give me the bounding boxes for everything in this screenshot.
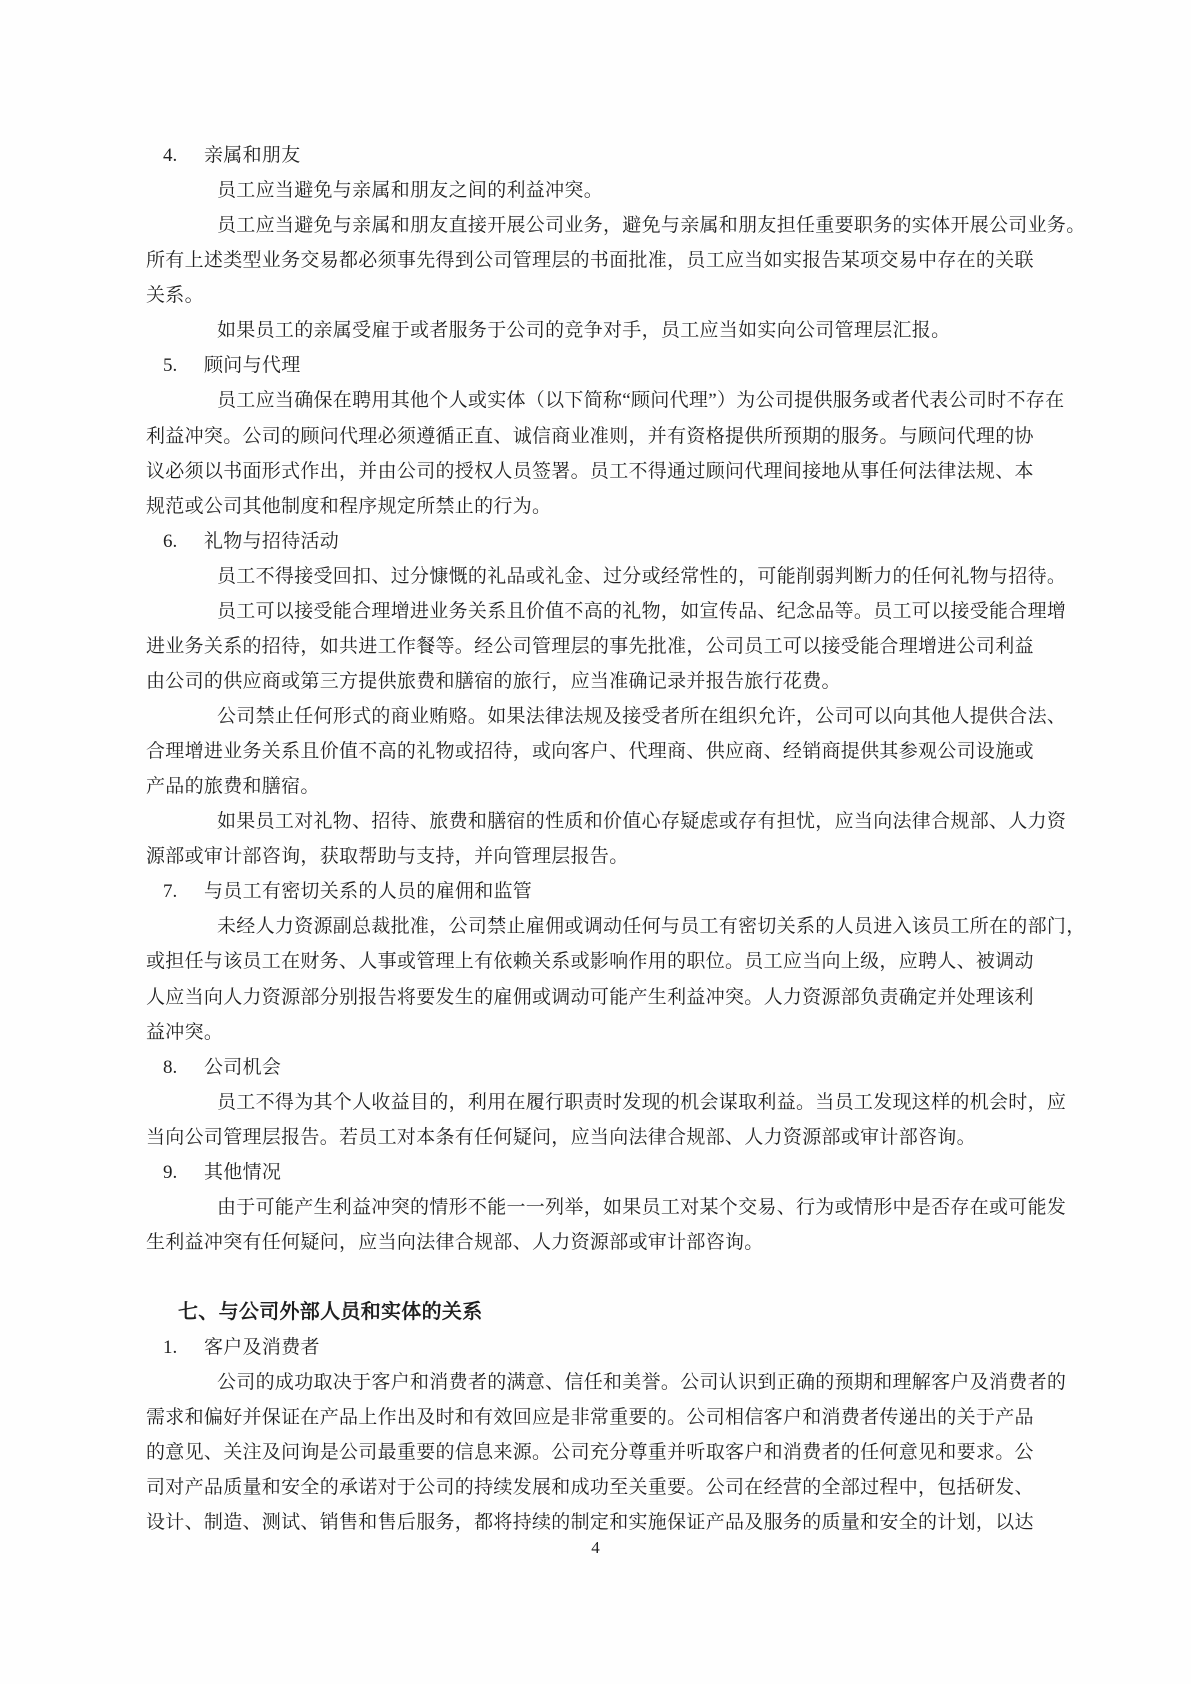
list-item: [146, 138, 1058, 173]
document-line: 公司禁止任何形式的商业贿赂。如果法律法规及接受者所在组织允许，公司可以向其他人提供合法、: [217, 706, 1067, 727]
document-line: 益冲突。: [146, 1021, 224, 1043]
list-item: [146, 874, 1058, 909]
list-item-label: 客户及消费者: [204, 1337, 320, 1359]
document-line: 利益冲突。公司的顾问代理必须遵循正直、诚信商业准则，并有资格提供所预期的服务。与顾问代理的协: [146, 425, 1034, 447]
document-line: 员工应当确保在聘用其他个人或实体（以下简称“顾问代理”）为公司提供服务或者代表公司时不存在: [217, 390, 1065, 412]
document-line: 如果员工的亲属受雇于或者服务于公司的竞争对手，员工应当如实向公司管理层汇报。: [217, 320, 951, 342]
document-line: 议必须以书面形式作出，并由公司的授权人员签署。员工不得通过顾问代理间接地从事任何法律法规、本: [146, 460, 1034, 482]
document-line: 进业务关系的招待，如共进工作餐等。经公司管理层的事先批准，公司员工可以接受能合理增进公司利益: [146, 635, 1034, 657]
document-line: 或担任与该员工在财务、人事或管理上有依赖关系或影响作用的职位。员工应当向上级，应聘人、被调动: [146, 951, 1034, 973]
document-line: 员工不得接受回扣、过分慷慨的礼品或礼金、过分或经常性的，可能削弱判断力的任何礼物与招待。: [217, 565, 1067, 587]
page-number: 4: [591, 1538, 600, 1557]
list-item-label: 与员工有密切关系的人员的雇佣和监管: [204, 881, 533, 903]
document-line: 设计、制造、测试、销售和售后服务，都将持续的制定和实施保证产品及服务的质量和安全的计划，以达: [146, 1512, 1034, 1534]
document-line: 人应当向人力资源部分别报告将要发生的雇佣或调动可能产生利益冲突。人力资源部负责确定并处理该利: [146, 986, 1034, 1008]
document-line: 合理增进业务关系且价值不高的礼物或招待，或向客户、代理商、供应商、经销商提供其参观公司设施或: [146, 741, 1034, 763]
list-item: [146, 1155, 1058, 1190]
document-line: 源部或审计部咨询，获取帮助与支持，并向管理层报告。: [146, 846, 629, 868]
document-line: 生利益冲突有任何疑问，应当向法律合规部、人力资源部或审计部咨询。: [146, 1231, 764, 1253]
document-line: 员工不得为其个人收益目的，利用在履行职责时发现的机会谋取利益。当员工发现这样的机会时，应: [217, 1091, 1067, 1113]
list-item-label: 其他情况: [204, 1161, 282, 1183]
list-item-number: 1.: [163, 1337, 178, 1359]
list-item: [146, 524, 1058, 559]
document-line: 的意见、关注及问询是公司最重要的信息来源。公司充分尊重并听取客户和消费者的任何意见和要求。公: [146, 1442, 1034, 1464]
list-item-number: 5.: [163, 355, 178, 377]
document-line: 员工应当避免与亲属和朋友之间的利益冲突。: [217, 180, 604, 202]
document-line: 产品的旅费和膳宿。: [146, 776, 320, 798]
list-item-label: 顾问与代理: [204, 355, 301, 377]
document-line: 所有上述类型业务交易都必须事先得到公司管理层的书面批准，员工应当如实报告某项交易中存在的关联: [146, 250, 1034, 272]
document-line: 司对产品质量和安全的承诺对于公司的持续发展和成功至关重要。公司在经营的全部过程中，包括研发、: [146, 1477, 1034, 1499]
list-item: [146, 1050, 1058, 1085]
list-item-label: 礼物与招待活动: [204, 530, 340, 552]
list-item-number: 8.: [163, 1056, 178, 1078]
document-line: 员工应当避免与亲属和朋友直接开展公司业务，避免与亲属和朋友担任重要职务的实体开展公司业务。: [217, 215, 1086, 237]
document-line: 关系。: [146, 285, 204, 307]
list-item-label: 公司机会: [204, 1056, 282, 1078]
list-item-label: 亲属和朋友: [204, 145, 301, 166]
list-item-number: 4.: [163, 145, 178, 166]
document-line: 未经人力资源副总裁批准，公司禁止雇佣或调动任何与员工有密切关系的人员进入该员工所在的部门，: [217, 916, 1086, 938]
blank-line: [146, 1260, 1058, 1295]
section-heading: 七、与公司外部人员和实体的关系: [178, 1301, 483, 1324]
list-item: [146, 1330, 1058, 1365]
document-line: 公司的成功取决于客户和消费者的满意、信任和美誉。公司认识到正确的预期和理解客户及消费者的: [217, 1372, 1067, 1394]
document-line: 规范或公司其他制度和程序规定所禁止的行为。: [146, 495, 552, 517]
document-line: 如果员工对礼物、招待、旅费和膳宿的性质和价值心存疑虑或存有担忧，应当向法律合规部、人力资: [217, 811, 1067, 833]
document-line: 由公司的供应商或第三方提供旅费和膳宿的旅行，应当准确记录并报告旅行花费。: [146, 670, 841, 692]
list-item-number: 7.: [163, 881, 178, 903]
document-line: 员工可以接受能合理增进业务关系且价值不高的礼物，如宣传品、纪念品等。员工可以接受能合理增: [217, 600, 1067, 622]
list-item-number: 9.: [163, 1161, 178, 1183]
document-line: 由于可能产生利益冲突的情形不能一一列举，如果员工对某个交易、行为或情形中是否存在或可能发: [217, 1196, 1067, 1218]
list-item-number: 6.: [163, 530, 178, 552]
document-line: 需求和偏好并保证在产品上作出及时和有效回应是非常重要的。公司相信客户和消费者传递出的关于产品: [146, 1407, 1034, 1429]
document-line: 当向公司管理层报告。若员工对本条有任何疑问，应当向法律合规部、人力资源部或审计部咨询。: [146, 1126, 976, 1148]
list-item: [146, 348, 1058, 383]
document-body: [146, 138, 1086, 1541]
